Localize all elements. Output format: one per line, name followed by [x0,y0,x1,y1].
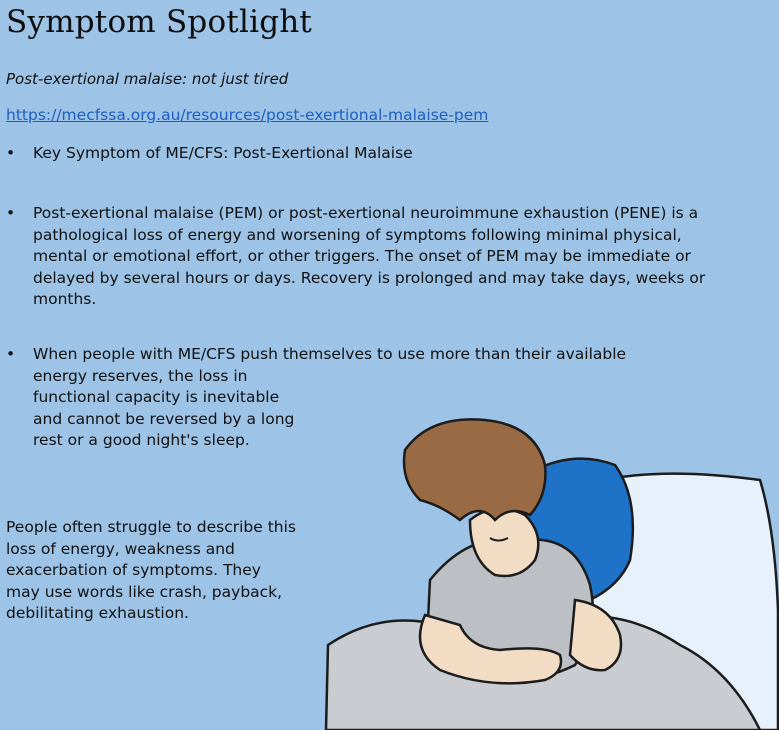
subtitle: Post-exertional malaise: not just tired [6,70,289,88]
bullet-text: Post-exertional malaise (PEM) or post-exertional neuroimmune exhaustion (PENE) is a pathological loss of energy and worsening of symptoms following minimal physical, mental or emotional effort, or other triggers. The onset of PEM may be immediate or delayed by several hours or days. Recovery is prolonged and may take days, weeks or months. [33,204,706,308]
bullet-pem-definition [6,203,706,311]
bullet-text-first-line: When people with ME/CFS push themselves to use more than their available [33,345,627,363]
bullet-dot-icon: • [6,345,16,363]
hair [404,419,545,520]
bullet-text-rest: energy reserves, the loss in functional capacity is inevitable and cannot be reversed by a long rest or a good night's sleep. [33,366,295,449]
page-title: Symptom Spotlight [6,4,313,40]
bullet-dot-icon: • [6,144,16,162]
bullet-text: Key Symptom of ME/CFS: Post-Exertional Malaise [33,144,413,162]
bullet-dot-icon: • [6,204,16,222]
sick-child-hugging-pillow-illustration [320,410,779,730]
bullet-key-symptom [6,143,413,165]
description-paragraph: People often struggle to describe this loss of energy, weakness and exacerbation of symptoms. They may use words like crash, payback, debilitating exhaustion. [6,518,296,622]
resource-link[interactable]: https://mecfssa.org.au/resources/post-exertional-malaise-pem [6,106,489,124]
